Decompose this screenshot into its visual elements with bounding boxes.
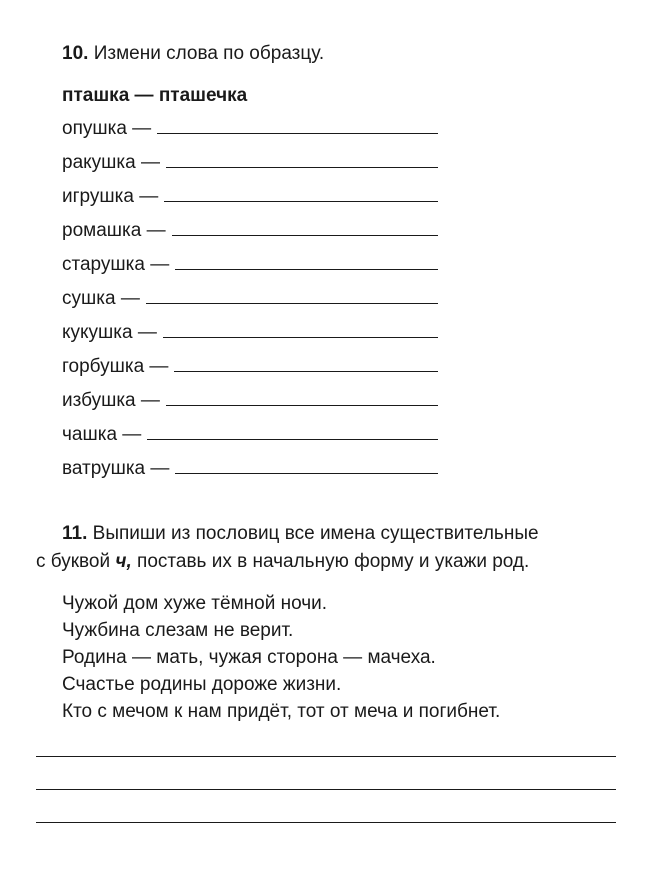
word-label: ромашка — <box>62 220 166 241</box>
answer-blank[interactable] <box>172 215 438 236</box>
task-10-instruction: Измени слова по образцу. <box>93 43 325 64</box>
task-11-instruction-line1: Выпиши из пословиц все имена существительные <box>92 523 539 544</box>
task-11-instruction-end: поставь их в начальную форму и укажи род. <box>131 551 530 572</box>
word-row[interactable] <box>62 147 438 175</box>
word-label: ватрушка — <box>62 458 170 479</box>
word-row[interactable] <box>62 283 438 311</box>
answer-blank[interactable] <box>147 419 438 440</box>
word-row[interactable] <box>62 351 438 379</box>
answer-blank[interactable] <box>166 147 438 168</box>
word-label: кукушка — <box>62 322 157 343</box>
word-row[interactable] <box>62 249 438 277</box>
proverb: Родина — мать, чужая сторона — мачеха. <box>62 647 436 668</box>
word-label: горбушка — <box>62 356 169 377</box>
word-label: чашка — <box>62 424 142 445</box>
word-row[interactable] <box>62 215 438 243</box>
task-11-letter: ч, <box>115 551 132 572</box>
answer-line[interactable] <box>36 789 616 790</box>
proverb: Счастье родины дороже жизни. <box>62 674 342 695</box>
task-10-example: пташка — пташечка <box>62 85 248 106</box>
answer-blank[interactable] <box>175 249 438 270</box>
word-row[interactable] <box>62 419 438 447</box>
task-11-header-line2 <box>36 550 529 574</box>
answer-blank[interactable] <box>174 351 438 372</box>
answer-line[interactable] <box>36 822 616 823</box>
answer-blank[interactable] <box>175 453 438 474</box>
word-label: избушка — <box>62 390 160 411</box>
word-row[interactable] <box>62 453 438 481</box>
task-11-number: 11. <box>62 523 88 544</box>
word-label: сушка — <box>62 288 140 309</box>
proverb: Чужбина слезам не верит. <box>62 620 294 641</box>
proverb: Кто с мечом к нам придёт, тот от меча и погибнет. <box>62 701 501 722</box>
word-label: игрушка — <box>62 186 159 207</box>
word-label: ракушка — <box>62 152 160 173</box>
task-10-header <box>62 42 324 66</box>
answer-blank[interactable] <box>164 181 438 202</box>
answer-blank[interactable] <box>166 385 438 406</box>
answer-blank[interactable] <box>163 317 438 338</box>
task-11-instruction-start: с буквой <box>36 551 116 572</box>
word-row[interactable] <box>62 113 438 141</box>
word-label: старушка — <box>62 254 170 275</box>
word-row[interactable] <box>62 385 438 413</box>
answer-blank[interactable] <box>157 113 438 134</box>
word-label: опушка — <box>62 118 152 139</box>
proverb: Чужой дом хуже тёмной ночи. <box>62 593 328 614</box>
task-11-header-line1 <box>62 522 539 546</box>
word-row[interactable] <box>62 317 438 345</box>
answer-line[interactable] <box>36 756 616 757</box>
word-row[interactable] <box>62 181 438 209</box>
task-10-number: 10. <box>62 43 89 64</box>
answer-blank[interactable] <box>146 283 438 304</box>
